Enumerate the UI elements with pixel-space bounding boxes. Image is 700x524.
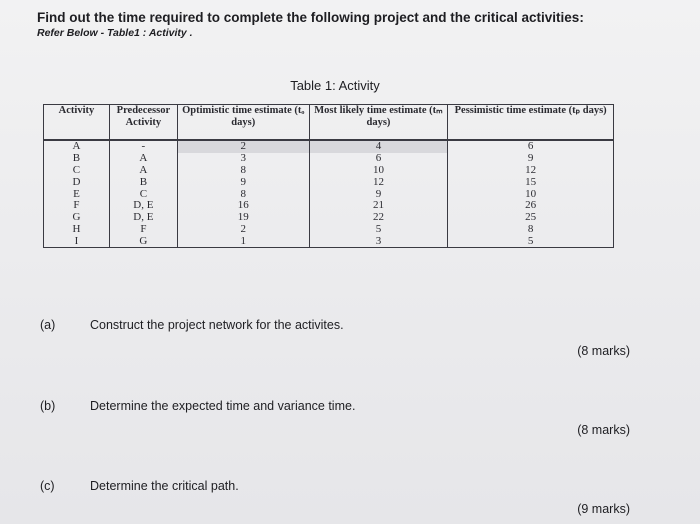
table-row	[44, 200, 614, 212]
cell-activity: G	[44, 212, 110, 224]
question-a-label: (a)	[40, 318, 56, 332]
cell-most-likely: 6	[309, 153, 448, 165]
cell-optimistic: 3	[177, 153, 309, 165]
table-row	[44, 153, 614, 165]
cell-activity: H	[44, 224, 110, 236]
cell-optimistic: 9	[177, 176, 309, 188]
cell-optimistic: 16	[177, 200, 309, 212]
cell-activity: E	[44, 188, 110, 200]
question-b-label: (b)	[40, 399, 56, 413]
header-activity: Activity	[44, 105, 110, 141]
question-c-text: Determine the critical path.	[90, 479, 239, 493]
table-reference-note: Refer Below - Table1 : Activity .	[37, 27, 193, 39]
table-row	[44, 235, 614, 247]
cell-predecessor: A	[109, 153, 177, 165]
cell-most-likely: 3	[309, 235, 448, 247]
page-heading: Find out the time required to complete the following project and the critical activities:	[37, 10, 584, 25]
table-row	[44, 188, 614, 200]
header-optimistic: Optimistic time estimate (tₒ days)	[177, 105, 309, 141]
cell-most-likely: 9	[309, 188, 448, 200]
question-b-text: Determine the expected time and variance time.	[90, 399, 356, 413]
cell-pessimistic: 5	[448, 235, 614, 247]
cell-optimistic: 8	[177, 165, 309, 177]
cell-activity: D	[44, 176, 110, 188]
cell-most-likely: 22	[309, 212, 448, 224]
cell-predecessor: G	[109, 235, 177, 247]
cell-activity: F	[44, 200, 110, 212]
table-row	[44, 165, 614, 177]
cell-optimistic: 2	[177, 140, 309, 153]
table-header-row	[44, 105, 614, 141]
table-row	[44, 224, 614, 236]
question-b-marks: (8 marks)	[577, 423, 630, 437]
question-c-marks: (9 marks)	[577, 502, 630, 516]
cell-most-likely: 21	[309, 200, 448, 212]
cell-activity: A	[44, 140, 110, 153]
activity-table	[43, 104, 614, 248]
cell-predecessor: D, E	[109, 212, 177, 224]
header-predecessor: Predecessor Activity	[109, 105, 177, 141]
cell-predecessor: F	[109, 224, 177, 236]
cell-most-likely: 12	[309, 176, 448, 188]
cell-optimistic: 8	[177, 188, 309, 200]
cell-pessimistic: 15	[448, 176, 614, 188]
cell-pessimistic: 26	[448, 200, 614, 212]
cell-optimistic: 1	[177, 235, 309, 247]
cell-pessimistic: 8	[448, 224, 614, 236]
cell-predecessor: D, E	[109, 200, 177, 212]
cell-pessimistic: 9	[448, 153, 614, 165]
cell-activity: C	[44, 165, 110, 177]
table-caption: Table 1: Activity	[290, 78, 380, 93]
question-a-marks: (8 marks)	[577, 344, 630, 358]
cell-most-likely: 4	[309, 140, 448, 153]
header-most-likely: Most likely time estimate (tₘ days)	[309, 105, 448, 141]
cell-activity: I	[44, 235, 110, 247]
cell-most-likely: 10	[309, 165, 448, 177]
cell-pessimistic: 12	[448, 165, 614, 177]
question-a-text: Construct the project network for the activites.	[90, 318, 344, 332]
cell-pessimistic: 25	[448, 212, 614, 224]
cell-predecessor: C	[109, 188, 177, 200]
cell-pessimistic: 10	[448, 188, 614, 200]
cell-optimistic: 19	[177, 212, 309, 224]
cell-predecessor: A	[109, 165, 177, 177]
table-row	[44, 212, 614, 224]
cell-most-likely: 5	[309, 224, 448, 236]
table-row	[44, 140, 614, 153]
cell-predecessor: -	[109, 140, 177, 153]
cell-activity: B	[44, 153, 110, 165]
table-row	[44, 176, 614, 188]
header-pessimistic: Pessimistic time estimate (tₚ days)	[448, 105, 614, 141]
cell-optimistic: 2	[177, 224, 309, 236]
cell-pessimistic: 6	[448, 140, 614, 153]
cell-predecessor: B	[109, 176, 177, 188]
question-c-label: (c)	[40, 479, 55, 493]
